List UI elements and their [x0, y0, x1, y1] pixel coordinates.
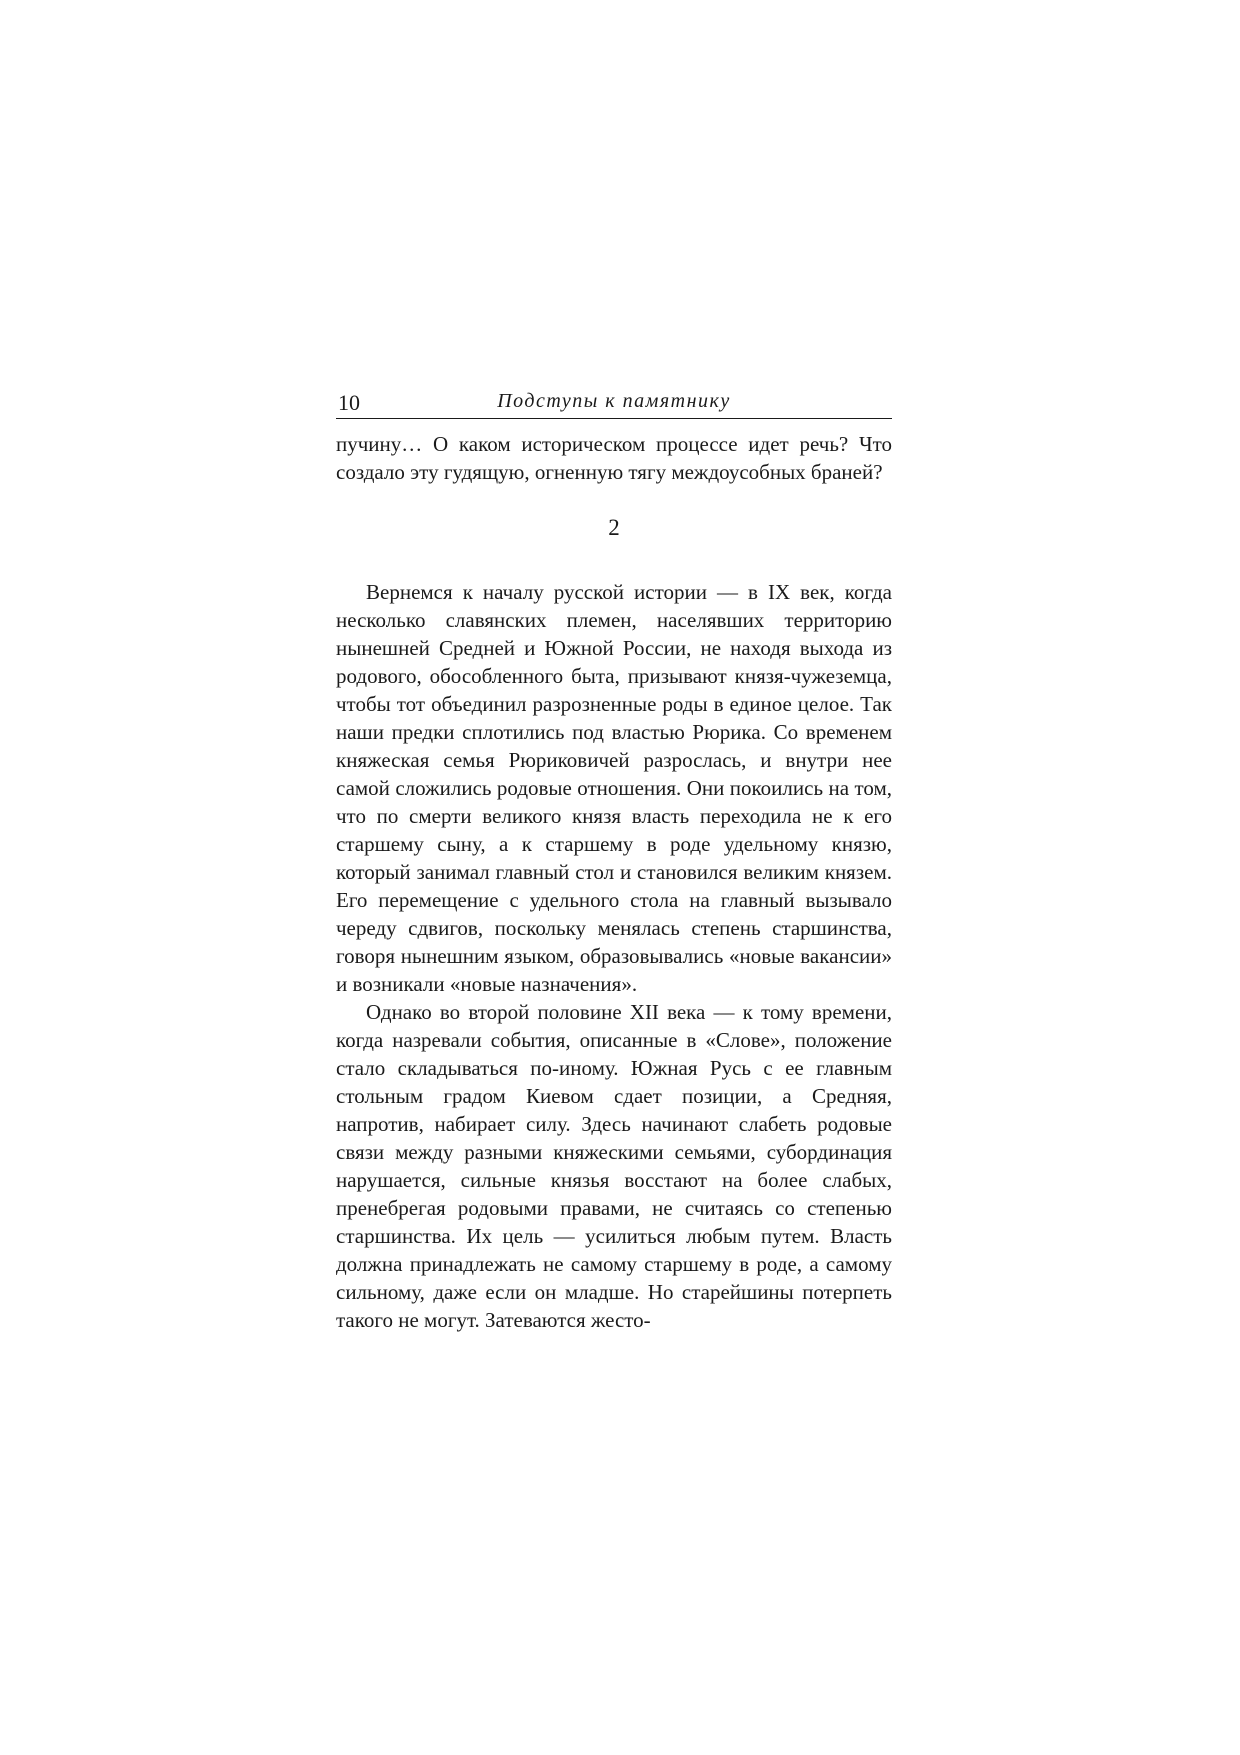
running-title: Подступы к памятнику — [497, 390, 731, 412]
section-number: 2 — [608, 515, 620, 540]
opening-paragraph: пучину… О каком историческом процессе идет речь? Что создало эту гудящую, огненную тягу междоусобных браней? — [336, 432, 892, 484]
page-header — [336, 388, 892, 419]
section-body — [336, 578, 892, 1334]
paragraph-1: Вернемся к началу русской истории — в IX век, когда несколько славянских племен, населявших территорию нынешней Средней и Южной России, не находя выхода из родового, обособленного быта, призывают князя-чужеземца, чтобы тот объединил разрозненные роды в единое целое. Так наши предки сплотились под властью Рюрика. Со временем княжеская семья Рюриковичей разрослась, и внутри нее самой сложились родовые отношения. Они покоились на том, что по смерти великого князя власть переходила не к его старшему сыну, а к старшему в роде удельному князю, который занимал главный стол и становился великим князем. Его перемещение с удельного стола на главный вызывало череду сдвигов, поскольку менялась степень старшинства, говоря нынешним языком, образовывались «новые вакансии» и возникали «новые назначения». — [336, 580, 892, 996]
page-number: 10 — [338, 390, 360, 415]
paragraph-2: Однако во второй половине XII века — к тому времени, когда назревали события, описанные в «Слове», положение стало складываться по-иному. Южная Русь с ее главным стольным градом Киевом сдает позиции, а Средняя, напротив, набирает силу. Здесь начинают слабеть родовые связи между разными княжескими семьями, субординация нарушается, сильные князья восстают на более слабых, пренебрегая родовыми правами, не считаясь со степенью старшинства. Их цель — усилиться любым путем. Власть должна принадлежать не самому старшему в роде, а самому сильному, даже если он младше. Но старейшины потерпеть такого не могут. Затеваются жесто- — [336, 1000, 892, 1332]
opening-block — [336, 430, 892, 486]
body-text — [336, 430, 892, 1334]
